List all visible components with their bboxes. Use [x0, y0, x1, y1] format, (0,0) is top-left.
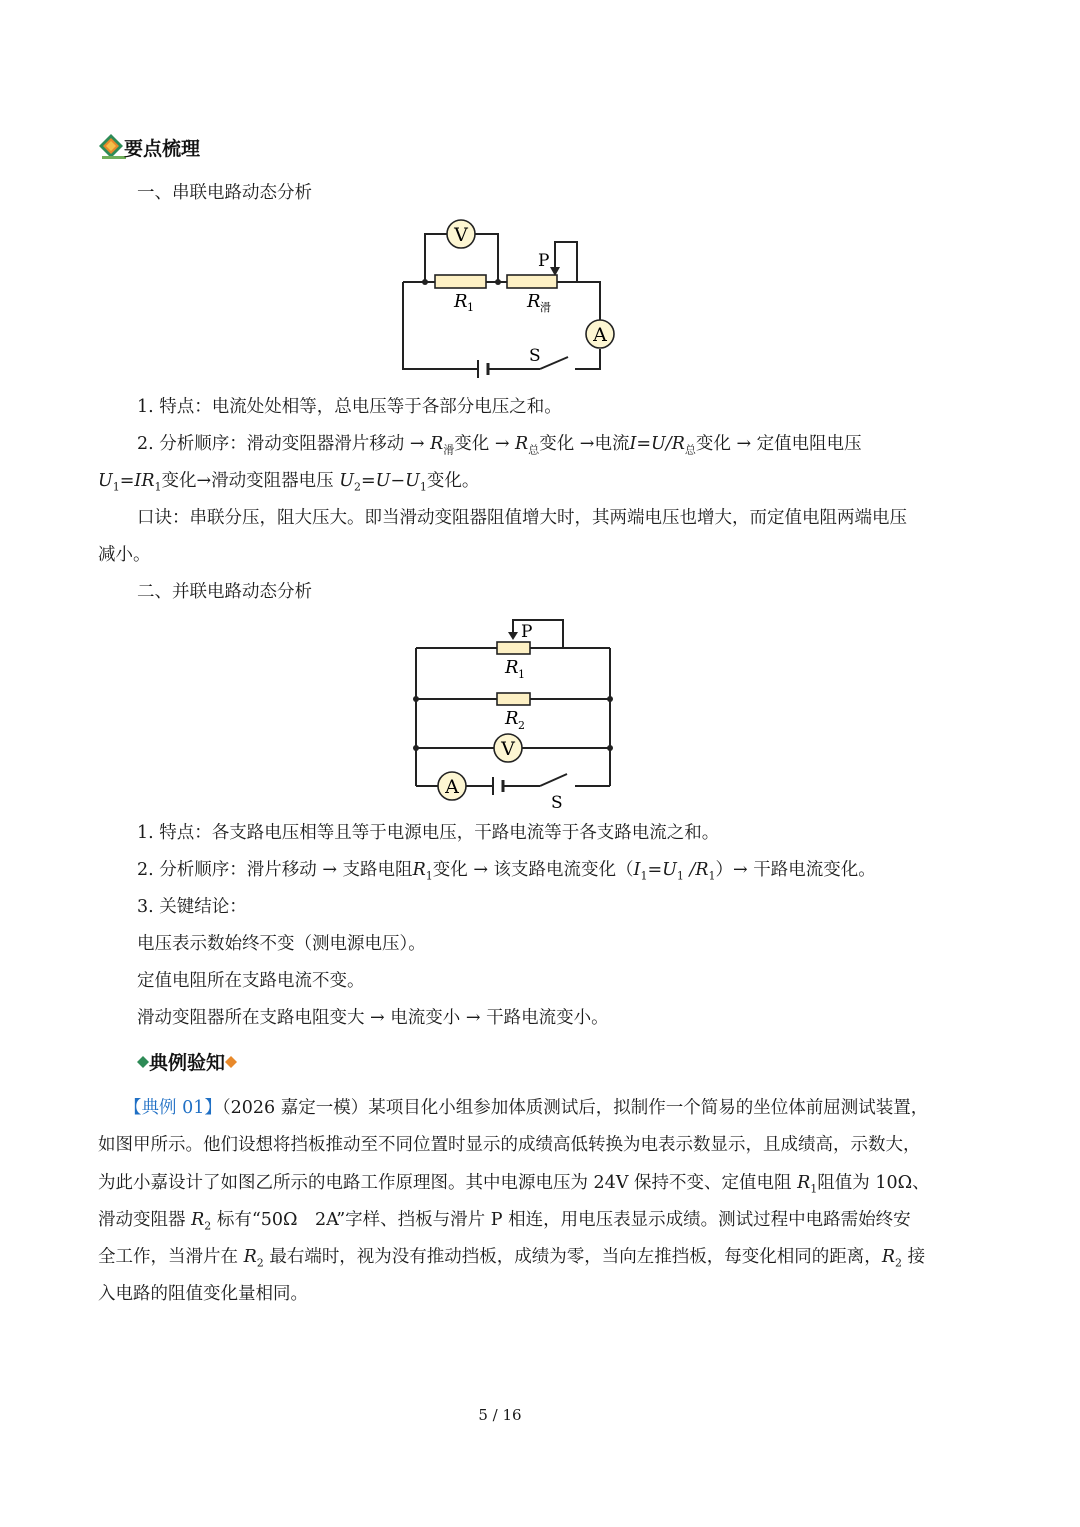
ammeter-label: A — [593, 324, 607, 346]
parallel-circuit-diagram — [405, 612, 625, 812]
resistor-r1 — [497, 642, 530, 654]
resistor-r1 — [435, 275, 486, 288]
section-header-title: 要点梳理 — [124, 138, 201, 160]
s2-conclusion-2: 定值电阻所在支路电流不变。 — [137, 971, 365, 991]
example-line-1: 【典例 01】（2026 嘉定一模）某项目化小组参加体质测试后，拟制作一个简易的坐位体前屈测试装置， — [124, 1098, 929, 1118]
orange-diamond-icon — [225, 1056, 237, 1068]
s1-mnemonic: 口诀：串联分压，阻大压大。即当滑动变阻器阻值增大时，其两端电压也增大，而定值电阻两端电压 — [137, 508, 907, 528]
s2-analysis-order: 2. 分析顺序：滑片移动 → 支路电阻$R_1$变化 → 该支路电流变化（$I_1=U_1$ $/R_1)\to$ 干路电流变化。 — [137, 860, 876, 883]
rslide-sub: 滑 — [540, 301, 551, 314]
r1-sub: 1 — [518, 668, 525, 681]
s2-conclusion-1: 电压表示数始终不变（测电源电压）。 — [137, 934, 426, 954]
example-line-2: 如图甲所示。他们设想将挡板推动至不同位置时显示的成绩高低转换为电表示数显示，且成绩高，示数大， — [98, 1135, 921, 1155]
slider-label: P — [521, 622, 533, 642]
s2-feature: 1. 特点：各支路电压相等且等于电源电压，干路电流等于各支路电流之和。 — [137, 823, 720, 843]
slider-label: P — [538, 251, 550, 271]
example-line-3: 为此小嘉设计了如图乙所示的电路工作原理图。其中电源电压为 24V 保持不变、定值电阻 $R_1$阻值为 10Ω、 — [98, 1173, 930, 1196]
green-diamond-icon — [137, 1056, 149, 1068]
section-header-dianli — [137, 1048, 237, 1076]
s2-key-conclusion: 3. 关键结论： — [137, 897, 247, 917]
series-circuit-diagram — [395, 212, 655, 382]
s1-feature: 1. 特点：电流处处相等，总电压等于各部分电压之和。 — [137, 397, 562, 417]
resistor-r2 — [497, 693, 530, 705]
ammeter-label: A — [445, 776, 459, 798]
example-tag: 【典例 01】 — [124, 1098, 222, 1118]
page-number: 5 / 16 — [478, 1406, 522, 1424]
r2-sub: 2 — [518, 719, 525, 732]
voltmeter-label: V — [454, 224, 468, 246]
r1-label: R — [505, 657, 519, 678]
example-line-5: 全工作，当滑片在 $R_2$ 最右端时，视为没有推动挡板，成绩为零，当向左推挡板，每变化相同的距离，$R_2$ 接 — [98, 1247, 926, 1270]
section1-title: 一、串联电路动态分析 — [137, 183, 312, 203]
resistor-rslide — [507, 275, 557, 288]
slider-arrow-icon — [508, 632, 518, 640]
r1-label: R — [454, 291, 468, 312]
voltmeter-label: V — [501, 738, 515, 760]
s2-conclusion-3: 滑动变阻器所在支路电阻变大 → 电流变小 → 干路电流变小。 — [137, 1008, 609, 1028]
switch-label: S — [551, 793, 563, 812]
rslide-label: R — [527, 291, 541, 312]
r2-label: R — [505, 708, 519, 729]
section-header-dianli-title: 典例验知 — [149, 1052, 226, 1074]
example-line-6: 入电路的阻值变化量相同。 — [98, 1284, 308, 1304]
s1-mnemonic-end: 减小。 — [98, 545, 151, 565]
s1-analysis-order: 2. 分析顺序：滑动变阻器滑片移动 → $R_滑$变化 → $R_总$变化 →电流$I=U/R_总$变化 → 定值电阻电压 — [137, 434, 862, 457]
section2-title: 二、并联电路动态分析 — [137, 582, 312, 602]
r1-sub: 1 — [467, 301, 474, 314]
example-line-4: 滑动变阻器 $R_2$ 标有“50Ω 2A”字样、挡板与滑片 P 相连，用电压表显示成绩。测试过程中电路需始终安 — [98, 1210, 911, 1233]
s1-analysis-order-cont: $U_1=IR_1$变化→滑动变阻器电压 $U_2=U-U_1$变化。 — [98, 471, 480, 494]
switch-label: S — [529, 346, 541, 366]
